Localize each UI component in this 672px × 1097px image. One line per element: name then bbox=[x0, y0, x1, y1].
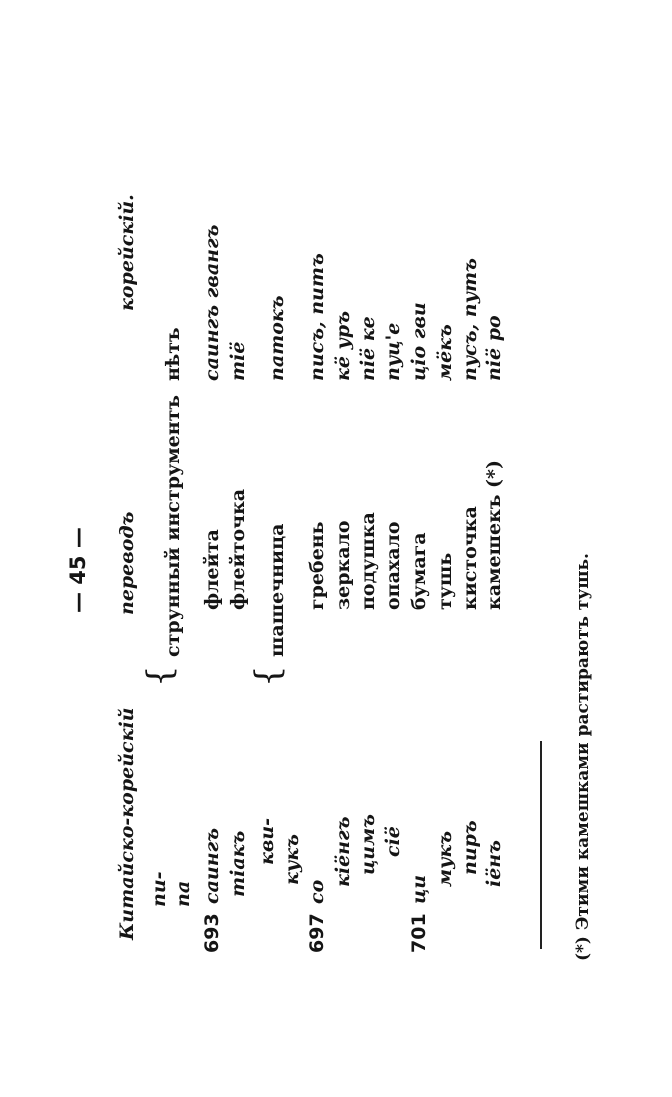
ck-word: кви- bbox=[256, 817, 278, 865]
ck-word: пиръ bbox=[459, 820, 481, 875]
ko-word: пуц'е bbox=[382, 322, 404, 381]
ko-word: кё уръ bbox=[332, 310, 354, 381]
ru-word: зеркало bbox=[332, 520, 354, 610]
ko-word: пiё ке bbox=[357, 316, 379, 381]
ko-word: пусъ, путъ bbox=[459, 258, 481, 381]
row-number: 697 bbox=[306, 913, 328, 953]
ko-word: цiо гви bbox=[408, 302, 430, 381]
brace-icon: { bbox=[248, 665, 288, 687]
ck-word: цимъ bbox=[357, 814, 379, 875]
ck-word: мукъ bbox=[434, 830, 456, 887]
header-translation: переводъ bbox=[116, 511, 138, 615]
header-korean: корейскій. bbox=[116, 194, 138, 311]
ko-word: мёкъ bbox=[434, 324, 456, 381]
footnote: (*) Этими камешками растираютъ тушь. bbox=[573, 553, 593, 961]
ck-word: кіёнгъ bbox=[332, 816, 354, 887]
ko-word: саингъ гвангъ bbox=[201, 224, 223, 381]
ru-word: гребень bbox=[306, 521, 328, 610]
row-number: 693 bbox=[201, 913, 223, 953]
ru-word: тушь bbox=[434, 552, 456, 610]
ck-word: па bbox=[172, 880, 194, 907]
ru-word: флейта bbox=[201, 529, 223, 610]
footnote-rule bbox=[540, 741, 542, 949]
header-chinese-korean: Китайско-корейскій bbox=[116, 707, 138, 940]
ck-word: саингъ bbox=[201, 827, 223, 904]
ru-word: бумага bbox=[408, 532, 430, 610]
ko-word: нѣтъ bbox=[162, 327, 184, 381]
ko-word: писъ, питъ bbox=[306, 253, 328, 381]
ru-word: кисточка bbox=[459, 506, 481, 610]
ru-word: струнный инструментъ bbox=[162, 395, 184, 657]
ru-word: флейточка bbox=[227, 488, 249, 610]
brace-icon: { bbox=[140, 665, 180, 687]
ck-word: пи- bbox=[148, 871, 170, 907]
ck-word: ци bbox=[408, 874, 430, 904]
ru-word: опахало bbox=[382, 521, 404, 610]
ko-word: тіё bbox=[227, 341, 249, 381]
row-number: 701 bbox=[408, 913, 430, 953]
ru-word: шашечница bbox=[266, 523, 288, 657]
ck-word: со bbox=[306, 879, 328, 904]
ko-word: патокъ bbox=[266, 295, 288, 381]
ru-word: подушка bbox=[357, 512, 379, 610]
ko-word: пiё ро bbox=[483, 315, 505, 381]
ck-word: тіакъ bbox=[227, 830, 249, 897]
ck-word: кукъ bbox=[281, 834, 303, 885]
page-number: — 45 — bbox=[66, 527, 90, 613]
ru-word: камешекъ (*) bbox=[483, 460, 505, 610]
ck-word: сіё bbox=[382, 826, 404, 857]
ck-word: іёнъ bbox=[483, 840, 505, 887]
